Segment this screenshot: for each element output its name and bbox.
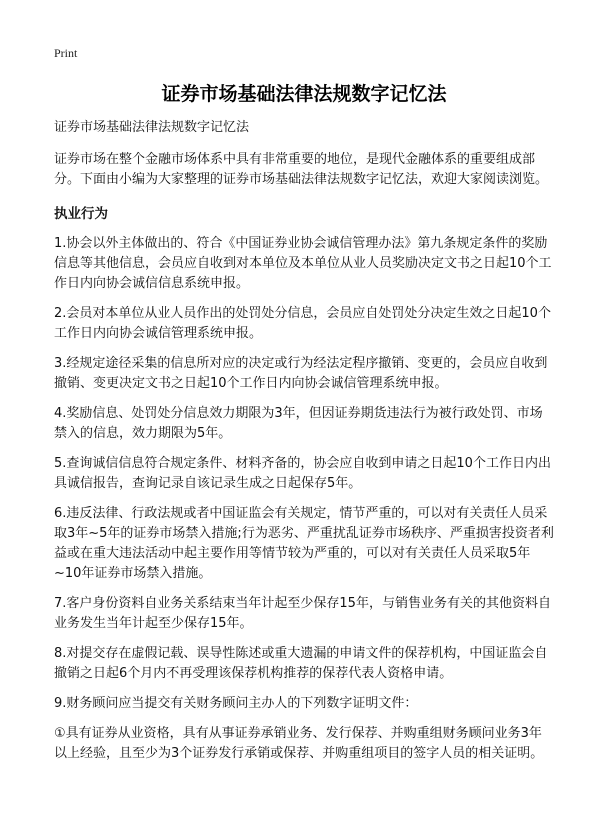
list-item: 9.财务顾问应当提交有关财务顾问主办人的下列数字证明文件： <box>54 696 418 711</box>
document-subtitle: 证券市场基础法律法规数字记忆法 <box>54 120 250 135</box>
print-link[interactable]: Print <box>54 46 78 60</box>
list-item: 6.违反法律、行政法规或者中国证监会有关规定，情节严重的，可以对有关责任人员采取3年~5年的证券市场禁入措施;行为恶劣、严重扰乱证券市场秩序、严重损害投资者利益或在重大违法活动中起主要作用等情节较为严重的，可以对有关责任人员采取5年~10年证券市场禁入措施。 <box>54 506 554 581</box>
document-page <box>54 46 554 774</box>
list-item: 3.经规定途径采集的信息所对应的决定或行为经法定程序撤销、变更的，会员应自收到撤销、变更决定文书之日起10个工作日内向协会诚信管理系统申报。 <box>54 356 548 391</box>
list-item: 2.会员对本单位从业人员作出的处罚处分信息，会员应自处罚处分决定生效之日起10个工作日内向协会诚信管理系统申报。 <box>54 306 551 341</box>
document-title: 证券市场基础法律法规数字记忆法 <box>161 83 447 105</box>
section-heading: 执业行为 <box>54 206 108 222</box>
list-item: 1.协会以外主体做出的、符合《中国证券业协会诚信管理办法》第九条规定条件的奖励信息等其他信息，会员应自收到对本单位及本单位从业人员奖励决定文书之日起10个工作日内向协会诚信信息系统申报。 <box>54 236 552 291</box>
intro-paragraph: 证券市场在整个金融市场体系中具有非常重要的地位，是现代金融体系的重要组成部分。下面由小编为大家整理的证券市场基础法律法规数字记忆法，欢迎大家阅读浏览。 <box>54 152 549 187</box>
list-item: 4.奖励信息、处罚处分信息效力期限为3年，但因证券期货违法行为被行政处罚、市场禁入的信息，效力期限为5年。 <box>54 406 543 441</box>
list-item: ①具有证券从业资格，具有从事证券承销业务、发行保荐、并购重组财务顾问业务3年以上经验，且至少为3个证券发行承销或保荐、并购重组项目的签字人员的相关证明。 <box>54 726 544 761</box>
list-item: 7.客户身份资料自业务关系结束当年计起至少保存15年，与销售业务有关的其他资料自业务发生当年计起至少保存15年。 <box>54 596 551 631</box>
list-item: 8.对提交存在虚假记载、误导性陈述或重大遗漏的申请文件的保荐机构，中国证监会自撤销之日起6个月内不再受理该保荐机构推荐的保荐代表人资格申请。 <box>54 646 548 681</box>
list-item: 5.查询诚信信息符合规定条件、材料齐备的，协会应自收到申请之日起10个工作日内出具诚信报告，查询记录自该记录生成之日起保存5年。 <box>54 456 551 491</box>
